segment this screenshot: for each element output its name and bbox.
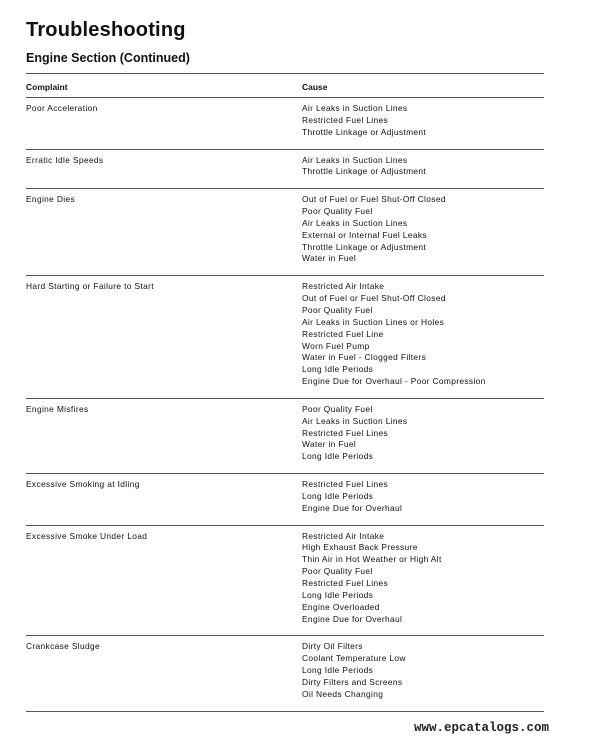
cause-item: Restricted Fuel Line [302, 328, 384, 339]
cause-item: External or Internal Fuel Leaks [302, 229, 427, 240]
troubleshooting-table [26, 73, 544, 712]
cause-item: Poor Quality Fuel [302, 566, 373, 577]
cause-item: Restricted Fuel Lines [302, 479, 389, 490]
causes-cell [302, 194, 544, 265]
cause-item: Air Leaks in Suction Lines [302, 154, 408, 165]
page-title: Troubleshooting [26, 19, 186, 41]
causes-cell [302, 103, 544, 139]
cause-item: Thin Air in Hot Weather or High Alt [302, 554, 442, 565]
causes-cell [302, 531, 544, 626]
cause-column-header: Cause [302, 82, 328, 92]
cause-item: Air Leaks in Suction Lines [302, 217, 408, 228]
cause-item: Throttle Linkage or Adjustment [302, 126, 427, 137]
cause-item: Poor Quality Fuel [302, 304, 373, 315]
cause-item: Restricted Air Intake [302, 530, 385, 541]
cause-item: Restricted Fuel Lines [302, 427, 389, 438]
cause-item: Out of Fuel or Fuel Shut-Off Closed [302, 293, 446, 304]
complaint-cell: Crankcase Sludge [26, 641, 101, 652]
website-watermark: www.epcatalogs.com [413, 721, 549, 735]
cause-item: Water in Fuel - Clogged Filters [302, 352, 427, 363]
cause-item: Air Leaks in Suction Lines or Holes [302, 316, 445, 327]
section-subtitle: Engine Section (Continued) [26, 51, 190, 65]
table-row [26, 399, 544, 474]
cause-item: Dirty Oil Filters [302, 641, 363, 652]
cause-item: Long Idle Periods [302, 451, 374, 462]
cause-item: Long Idle Periods [302, 589, 374, 600]
cause-item: Out of Fuel or Fuel Shut-Off Closed [302, 194, 446, 205]
table-body [26, 98, 544, 712]
cause-item: Engine Due for Overhaul [302, 613, 403, 624]
cause-item: Dirty Filters and Screens [302, 676, 403, 687]
causes-cell [302, 404, 544, 463]
cause-item: Engine Due for Overhaul [302, 502, 403, 513]
cause-item: Water in Fuel [302, 439, 357, 450]
table-row [26, 526, 544, 637]
complaint-cell: Engine Misfires [26, 403, 89, 414]
cause-item: Long Idle Periods [302, 665, 374, 676]
complaint-cell: Engine Dies [26, 194, 76, 205]
cause-item: Coolant Temperature Low [302, 653, 406, 664]
complaint-column-header: Complaint [26, 82, 68, 92]
complaint-cell: Erratic Idle Speeds [26, 154, 104, 165]
cause-item: Long Idle Periods [302, 364, 374, 375]
complaint-cell: Hard Starting or Failure to Start [26, 281, 154, 292]
cause-item: Engine Due for Overhaul - Poor Compression [302, 376, 486, 387]
table-row [26, 189, 544, 276]
complaint-cell: Excessive Smoke Under Load [26, 530, 148, 541]
cause-item: Air Leaks in Suction Lines [302, 415, 408, 426]
cause-item: Restricted Fuel Lines [302, 578, 389, 588]
complaint-cell: Excessive Smoking at Idling [26, 479, 140, 490]
complaint-cell: Poor Acceleration [26, 103, 98, 113]
cause-item: Poor Quality Fuel [302, 403, 373, 414]
table-row [26, 276, 544, 399]
cause-item: Poor Quality Fuel [302, 206, 373, 217]
cause-item: Long Idle Periods [302, 490, 374, 501]
table-row [26, 636, 544, 711]
cause-item: Water in Fuel [302, 253, 357, 264]
cause-item: Throttle Linkage or Adjustment [302, 241, 427, 252]
causes-cell [302, 641, 544, 700]
table-row [26, 98, 544, 150]
causes-cell [302, 281, 544, 388]
cause-item: Oil Needs Changing [302, 688, 384, 699]
cause-item: Throttle Linkage or Adjustment [302, 166, 427, 177]
cause-item: Restricted Fuel Lines [302, 114, 389, 125]
table-row [26, 474, 544, 526]
cause-item: Worn Fuel Pump [302, 340, 370, 351]
table-row [26, 150, 544, 190]
causes-cell [302, 155, 544, 179]
cause-item: Engine Overloaded [302, 601, 380, 612]
cause-item: Restricted Air Intake [302, 281, 385, 292]
causes-cell [302, 479, 544, 515]
table-header [26, 74, 544, 98]
cause-item: Air Leaks in Suction Lines [302, 103, 408, 113]
cause-item: High Exhaust Back Pressure [302, 542, 418, 553]
